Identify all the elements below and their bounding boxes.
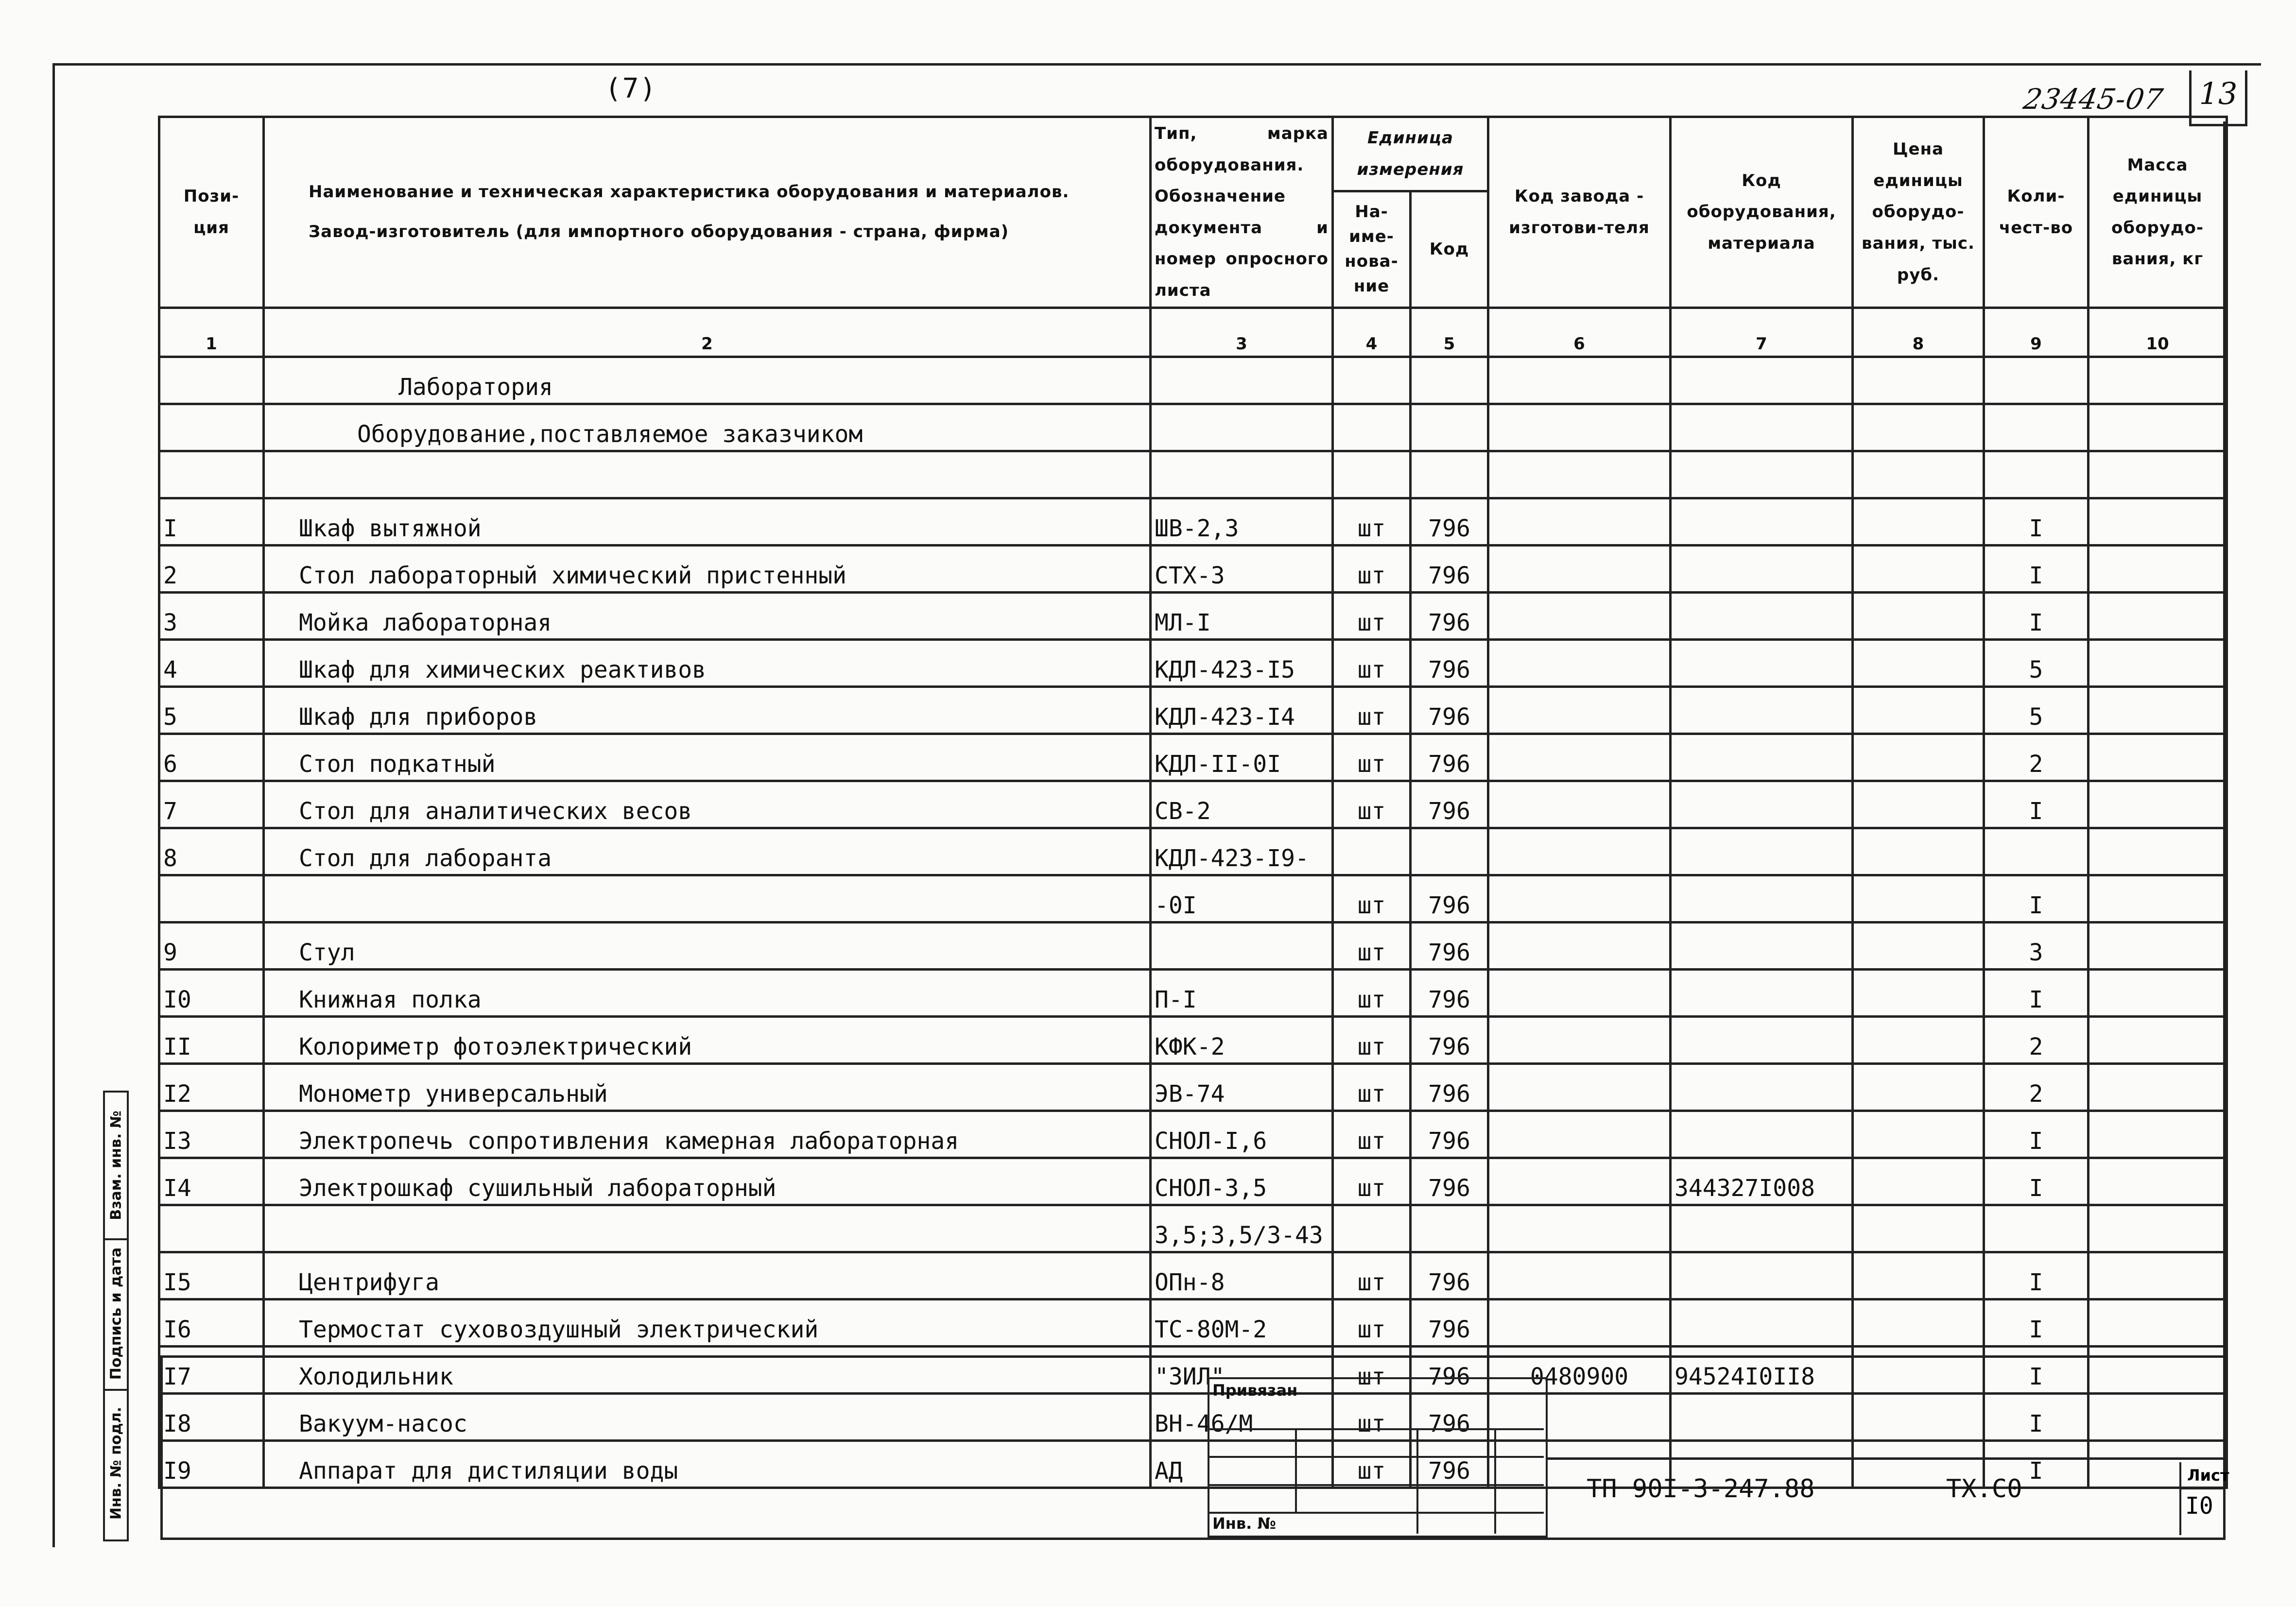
row-equipment-code: 94524I0II8 <box>1671 1346 1853 1393</box>
row-type: -0I <box>1151 875 1333 922</box>
table-row <box>159 922 2227 969</box>
page-corner-number: 13 <box>2189 70 2247 126</box>
table-row <box>159 1346 2227 1393</box>
row-unit: шт <box>1333 545 1411 592</box>
sheet-label: Лист <box>2187 1466 2229 1485</box>
row-quantity: I <box>1984 1158 2089 1205</box>
row-price <box>1853 1158 1984 1205</box>
row-plant-code <box>1488 875 1671 922</box>
table-row <box>159 1299 2227 1346</box>
row-name: Электропечь сопротивления камерная лабораторная <box>264 1111 1151 1158</box>
row-position: 9 <box>159 922 264 969</box>
row-price <box>1853 828 1984 875</box>
row-plant-code <box>1488 1063 1671 1111</box>
row-type: КДЛ-423-I9- <box>1151 828 1333 875</box>
row-price <box>1853 875 1984 922</box>
row-quantity: I <box>1984 875 2089 922</box>
col-header-equipment-code: Код оборудования, материала <box>1671 117 1853 308</box>
row-mass <box>2089 1158 2227 1205</box>
row-type: КДЛ-423-I5 <box>1151 639 1333 686</box>
table-row <box>159 592 2227 639</box>
row-unit: шт <box>1333 1111 1411 1158</box>
table-row <box>159 639 2227 686</box>
row-price <box>1853 969 1984 1016</box>
row-quantity <box>1984 1205 2089 1252</box>
row-unit: шт <box>1333 498 1411 545</box>
row-position: I <box>159 498 264 545</box>
document-code: ТХ.С0 <box>1946 1474 2022 1504</box>
row-type: 3,5;3,5/3-43 <box>1151 1205 1333 1252</box>
row-quantity: I <box>1984 1393 2089 1440</box>
col-header-type: Тип, марка оборудования. Обозначение документа и номер опросного листа <box>1151 117 1333 308</box>
row-mass <box>2089 1063 2227 1111</box>
row-unit-code: 796 <box>1411 686 1488 734</box>
row-plant-code <box>1488 686 1671 734</box>
row-price <box>1853 1393 1984 1440</box>
row-name: Стол подкатный <box>264 734 1151 781</box>
row-position: 3 <box>159 592 264 639</box>
row-unit-code: 796 <box>1411 1346 1488 1393</box>
row-equipment-code <box>1671 875 1853 922</box>
row-position: II <box>159 1016 264 1063</box>
row-name: Термостат суховоздушный электрический <box>264 1299 1151 1346</box>
row-mass <box>2089 1393 2227 1440</box>
row-position: I2 <box>159 1063 264 1111</box>
row-price <box>1853 1346 1984 1393</box>
row-mass <box>2089 592 2227 639</box>
row-name: Стол для лаборанта <box>264 828 1151 875</box>
row-mass <box>2089 686 2227 734</box>
col-num: 2 <box>264 308 1151 357</box>
col-header-quantity: Коли-чест-во <box>1984 117 2089 308</box>
row-quantity: I <box>1984 781 2089 828</box>
row-mass <box>2089 1346 2227 1393</box>
row-price <box>1853 922 1984 969</box>
row-quantity: 2 <box>1984 1063 2089 1111</box>
row-name: Стол лабораторный химический пристенный <box>264 545 1151 592</box>
row-mass <box>2089 781 2227 828</box>
row-position: I5 <box>159 1252 264 1299</box>
row-mass <box>2089 922 2227 969</box>
row-quantity: I <box>1984 1440 2089 1487</box>
stamp-tied-label: Привязан <box>1212 1381 1298 1400</box>
row-equipment-code <box>1671 969 1853 1016</box>
row-type: "ЗИЛ" <box>1151 1346 1333 1393</box>
row-mass <box>2089 1252 2227 1299</box>
row-equipment-code <box>1671 592 1853 639</box>
row-name <box>264 875 1151 922</box>
table-row <box>159 781 2227 828</box>
stamp-inv-label: Инв. № <box>1212 1514 1276 1533</box>
col-num: 9 <box>1984 308 2089 357</box>
row-unit: шт <box>1333 969 1411 1016</box>
row-plant-code <box>1488 1299 1671 1346</box>
side-swap-inv: Взам. инв. № <box>107 1111 124 1220</box>
col-header-description: Наименование и техническая характеристика оборудования и материалов. Завод-изготовитель (для импортного оборудования - страна, фирма) <box>264 117 1151 308</box>
row-position: 5 <box>159 686 264 734</box>
bottom-zone-top-line <box>160 1355 2226 1358</box>
handwritten-number: 23445-07 <box>2021 83 2166 116</box>
row-equipment-code <box>1671 1063 1853 1111</box>
table-row <box>159 1252 2227 1299</box>
row-unit <box>1333 828 1411 875</box>
row-plant-code <box>1488 592 1671 639</box>
row-mass <box>2089 828 2227 875</box>
col-num: 10 <box>2089 308 2227 357</box>
side-inv-sub: Инв. № подл. <box>107 1406 124 1520</box>
col-num: 3 <box>1151 308 1333 357</box>
row-plant-code <box>1488 922 1671 969</box>
row-name: Электрошкаф сушильный лабораторный <box>264 1158 1151 1205</box>
row-price <box>1853 686 1984 734</box>
table-row <box>159 545 2227 592</box>
row-unit-code: 796 <box>1411 969 1488 1016</box>
row-name: Монометр универсальный <box>264 1063 1151 1111</box>
row-unit <box>1333 1205 1411 1252</box>
row-position: 6 <box>159 734 264 781</box>
row-mass <box>2089 498 2227 545</box>
row-quantity: I <box>1984 1111 2089 1158</box>
row-unit-code <box>1411 1205 1488 1252</box>
row-type: П-I <box>1151 969 1333 1016</box>
row-type: ОПн-8 <box>1151 1252 1333 1299</box>
row-unit-code: 796 <box>1411 1393 1488 1440</box>
col-header-price: Цена единицы оборудо-вания, тыс. руб. <box>1853 117 1984 308</box>
row-name: Колориметр фотоэлектрический <box>264 1016 1151 1063</box>
top-number: (7) <box>605 73 657 104</box>
row-mass <box>2089 969 2227 1016</box>
row-plant-code <box>1488 1016 1671 1063</box>
row-unit-code: 796 <box>1411 639 1488 686</box>
row-type: СНОЛ-3,5 <box>1151 1158 1333 1205</box>
row-unit: шт <box>1333 781 1411 828</box>
row-equipment-code <box>1671 498 1853 545</box>
row-equipment-code <box>1671 1016 1853 1063</box>
row-unit-code: 796 <box>1411 1252 1488 1299</box>
col-header-unit-code: Код <box>1411 191 1488 308</box>
col-header-unit-name: На-име-нова-ние <box>1333 191 1411 308</box>
row-plant-code <box>1488 828 1671 875</box>
side-stamp-strip <box>103 1091 129 1541</box>
row-position: 8 <box>159 828 264 875</box>
row-price <box>1853 1252 1984 1299</box>
row-unit: шт <box>1333 1063 1411 1111</box>
col-header-unit-group: Единица измерения <box>1333 117 1488 191</box>
col-num: 8 <box>1853 308 1984 357</box>
row-unit-code: 796 <box>1411 1063 1488 1111</box>
row-type: ВН-46/М <box>1151 1393 1333 1440</box>
side-cell-inv <box>105 1389 127 1538</box>
side-cell-sign <box>105 1238 127 1391</box>
col-num: 6 <box>1488 308 1671 357</box>
row-quantity: I <box>1984 498 2089 545</box>
row-equipment-code <box>1671 1111 1853 1158</box>
row-name: Центрифуга <box>264 1252 1151 1299</box>
row-name: Аппарат для дистиляции воды <box>264 1440 1151 1487</box>
col-num: 4 <box>1333 308 1411 357</box>
table-row <box>159 1016 2227 1063</box>
row-position: I3 <box>159 1111 264 1158</box>
row-type: СВ-2 <box>1151 781 1333 828</box>
row-name <box>264 1205 1151 1252</box>
row-quantity: I <box>1984 969 2089 1016</box>
row-position <box>159 1205 264 1252</box>
row-quantity: 2 <box>1984 1016 2089 1063</box>
row-equipment-code <box>1671 545 1853 592</box>
row-unit: шт <box>1333 1252 1411 1299</box>
row-plant-code <box>1488 1252 1671 1299</box>
row-plant-code <box>1488 498 1671 545</box>
row-plant-code: 0480900 <box>1488 1346 1671 1393</box>
row-type: СТХ-3 <box>1151 545 1333 592</box>
row-mass <box>2089 1205 2227 1252</box>
sheet-number-box <box>2179 1462 2229 1535</box>
row-name: Холодильник <box>264 1346 1151 1393</box>
row-price <box>1853 1016 1984 1063</box>
row-unit-code: 796 <box>1411 1111 1488 1158</box>
row-price <box>1853 498 1984 545</box>
section-row <box>159 357 2227 404</box>
row-quantity: I <box>1984 1346 2089 1393</box>
row-unit: шт <box>1333 1158 1411 1205</box>
column-number-row <box>159 308 2227 357</box>
col-num: 5 <box>1411 308 1488 357</box>
row-plant-code <box>1488 781 1671 828</box>
row-position: I9 <box>159 1440 264 1487</box>
row-mass <box>2089 639 2227 686</box>
row-mass <box>2089 1016 2227 1063</box>
row-name: Вакуум-насос <box>264 1393 1151 1440</box>
row-equipment-code <box>1671 1393 1853 1440</box>
row-unit: шт <box>1333 1016 1411 1063</box>
col-header-plant-code: Код завода - изготови-теля <box>1488 117 1671 308</box>
row-plant-code <box>1488 734 1671 781</box>
row-type: СНОЛ-I,6 <box>1151 1111 1333 1158</box>
row-unit: шт <box>1333 1346 1411 1393</box>
table-row <box>159 828 2227 875</box>
row-unit-code: 796 <box>1411 498 1488 545</box>
table-row <box>159 1205 2227 1252</box>
row-name: Книжная полка <box>264 969 1151 1016</box>
row-position: I7 <box>159 1346 264 1393</box>
row-name: Шкаф для химических реактивов <box>264 639 1151 686</box>
row-mass <box>2089 875 2227 922</box>
row-plant-code <box>1488 639 1671 686</box>
row-price <box>1853 1205 1984 1252</box>
table-row <box>159 1393 2227 1440</box>
table-row <box>159 969 2227 1016</box>
table-row <box>159 498 2227 545</box>
row-price <box>1853 592 1984 639</box>
bottom-line <box>160 1538 2226 1540</box>
row-equipment-code <box>1671 828 1853 875</box>
row-unit-code: 796 <box>1411 1016 1488 1063</box>
row-type: КФК-2 <box>1151 1016 1333 1063</box>
row-unit-code: 796 <box>1411 781 1488 828</box>
row-position: I4 <box>159 1158 264 1205</box>
row-equipment-code <box>1671 1299 1853 1346</box>
row-equipment-code <box>1671 639 1853 686</box>
subsection-title: Оборудование,поставляемое заказчиком <box>264 404 1151 451</box>
row-equipment-code: 344327I008 <box>1671 1158 1853 1205</box>
row-quantity: 3 <box>1984 922 2089 969</box>
side-sign-date: Подпись и дата <box>107 1247 124 1380</box>
row-unit-code: 796 <box>1411 1440 1488 1487</box>
row-type: ТС-80М-2 <box>1151 1299 1333 1346</box>
row-unit-code: 796 <box>1411 922 1488 969</box>
row-equipment-code <box>1671 1205 1853 1252</box>
row-unit: шт <box>1333 1393 1411 1440</box>
row-type: МЛ-I <box>1151 592 1333 639</box>
col-header-position: Пози- ция <box>159 117 264 308</box>
table-row <box>159 686 2227 734</box>
row-price <box>1853 639 1984 686</box>
row-type: ШВ-2,3 <box>1151 498 1333 545</box>
row-mass <box>2089 734 2227 781</box>
side-cell-swap <box>105 1093 127 1240</box>
row-name: Шкаф для приборов <box>264 686 1151 734</box>
row-name: Шкаф вытяжной <box>264 498 1151 545</box>
sheet-number: I0 <box>2185 1492 2213 1520</box>
row-mass <box>2089 1111 2227 1158</box>
row-unit-code: 796 <box>1411 1158 1488 1205</box>
row-position: 4 <box>159 639 264 686</box>
row-position: I0 <box>159 969 264 1016</box>
row-quantity <box>1984 828 2089 875</box>
row-unit: шт <box>1333 639 1411 686</box>
row-equipment-code <box>1671 922 1853 969</box>
row-type: КДЛ-423-I4 <box>1151 686 1333 734</box>
table-row <box>159 734 2227 781</box>
row-unit-code: 796 <box>1411 734 1488 781</box>
row-plant-code <box>1488 1111 1671 1158</box>
row-quantity: I <box>1984 592 2089 639</box>
row-equipment-code <box>1671 686 1853 734</box>
row-plant-code <box>1488 1158 1671 1205</box>
row-position: I8 <box>159 1393 264 1440</box>
row-name: Мойка лабораторная <box>264 592 1151 639</box>
row-quantity: I <box>1984 1299 2089 1346</box>
row-price <box>1853 781 1984 828</box>
row-unit-code: 796 <box>1411 875 1488 922</box>
row-mass <box>2089 545 2227 592</box>
row-plant-code <box>1488 1205 1671 1252</box>
row-equipment-code <box>1671 781 1853 828</box>
row-price <box>1853 1111 1984 1158</box>
row-unit-code: 796 <box>1411 1299 1488 1346</box>
row-name: Стул <box>264 922 1151 969</box>
row-unit: шт <box>1333 1299 1411 1346</box>
row-position: 7 <box>159 781 264 828</box>
table-row <box>159 1111 2227 1158</box>
row-type: АД <box>1151 1440 1333 1487</box>
row-quantity: 2 <box>1984 734 2089 781</box>
row-unit: шт <box>1333 734 1411 781</box>
bottom-left-border <box>160 1355 163 1540</box>
row-quantity: 5 <box>1984 639 2089 686</box>
row-type: КДЛ-II-0I <box>1151 734 1333 781</box>
row-unit-code: 796 <box>1411 545 1488 592</box>
row-mass <box>2089 1299 2227 1346</box>
document-number: ТП 90I-3-247.88 <box>1587 1474 1815 1504</box>
table-row <box>159 875 2227 922</box>
row-position <box>159 875 264 922</box>
row-unit: шт <box>1333 1440 1411 1487</box>
section-title: Лаборатория <box>264 357 1151 404</box>
row-type: ЭВ-74 <box>1151 1063 1333 1111</box>
col-num: 1 <box>159 308 264 357</box>
row-price <box>1853 1299 1984 1346</box>
row-unit-code: 796 <box>1411 592 1488 639</box>
equipment-table <box>158 116 2228 1489</box>
row-unit: шт <box>1333 875 1411 922</box>
row-quantity: I <box>1984 1252 2089 1299</box>
row-unit-code <box>1411 828 1488 875</box>
table-row <box>159 1158 2227 1205</box>
row-price <box>1853 545 1984 592</box>
row-plant-code <box>1488 545 1671 592</box>
row-position: 2 <box>159 545 264 592</box>
row-equipment-code <box>1671 734 1853 781</box>
row-equipment-code <box>1671 1252 1853 1299</box>
row-position: I6 <box>159 1299 264 1346</box>
subsection-row <box>159 404 2227 451</box>
row-price <box>1853 734 1984 781</box>
row-unit: шт <box>1333 686 1411 734</box>
binding-stamp <box>1208 1377 1548 1538</box>
row-price <box>1853 1063 1984 1111</box>
row-plant-code <box>1488 969 1671 1016</box>
row-quantity: I <box>1984 545 2089 592</box>
table-row <box>159 1063 2227 1111</box>
row-unit: шт <box>1333 592 1411 639</box>
row-quantity: 5 <box>1984 686 2089 734</box>
row-type <box>1151 922 1333 969</box>
spacer-row <box>159 451 2227 498</box>
row-name: Стол для аналитических весов <box>264 781 1151 828</box>
col-header-mass: Масса единицы оборудо-вания, кг <box>2089 117 2227 308</box>
col-num: 7 <box>1671 308 1853 357</box>
row-unit: шт <box>1333 922 1411 969</box>
